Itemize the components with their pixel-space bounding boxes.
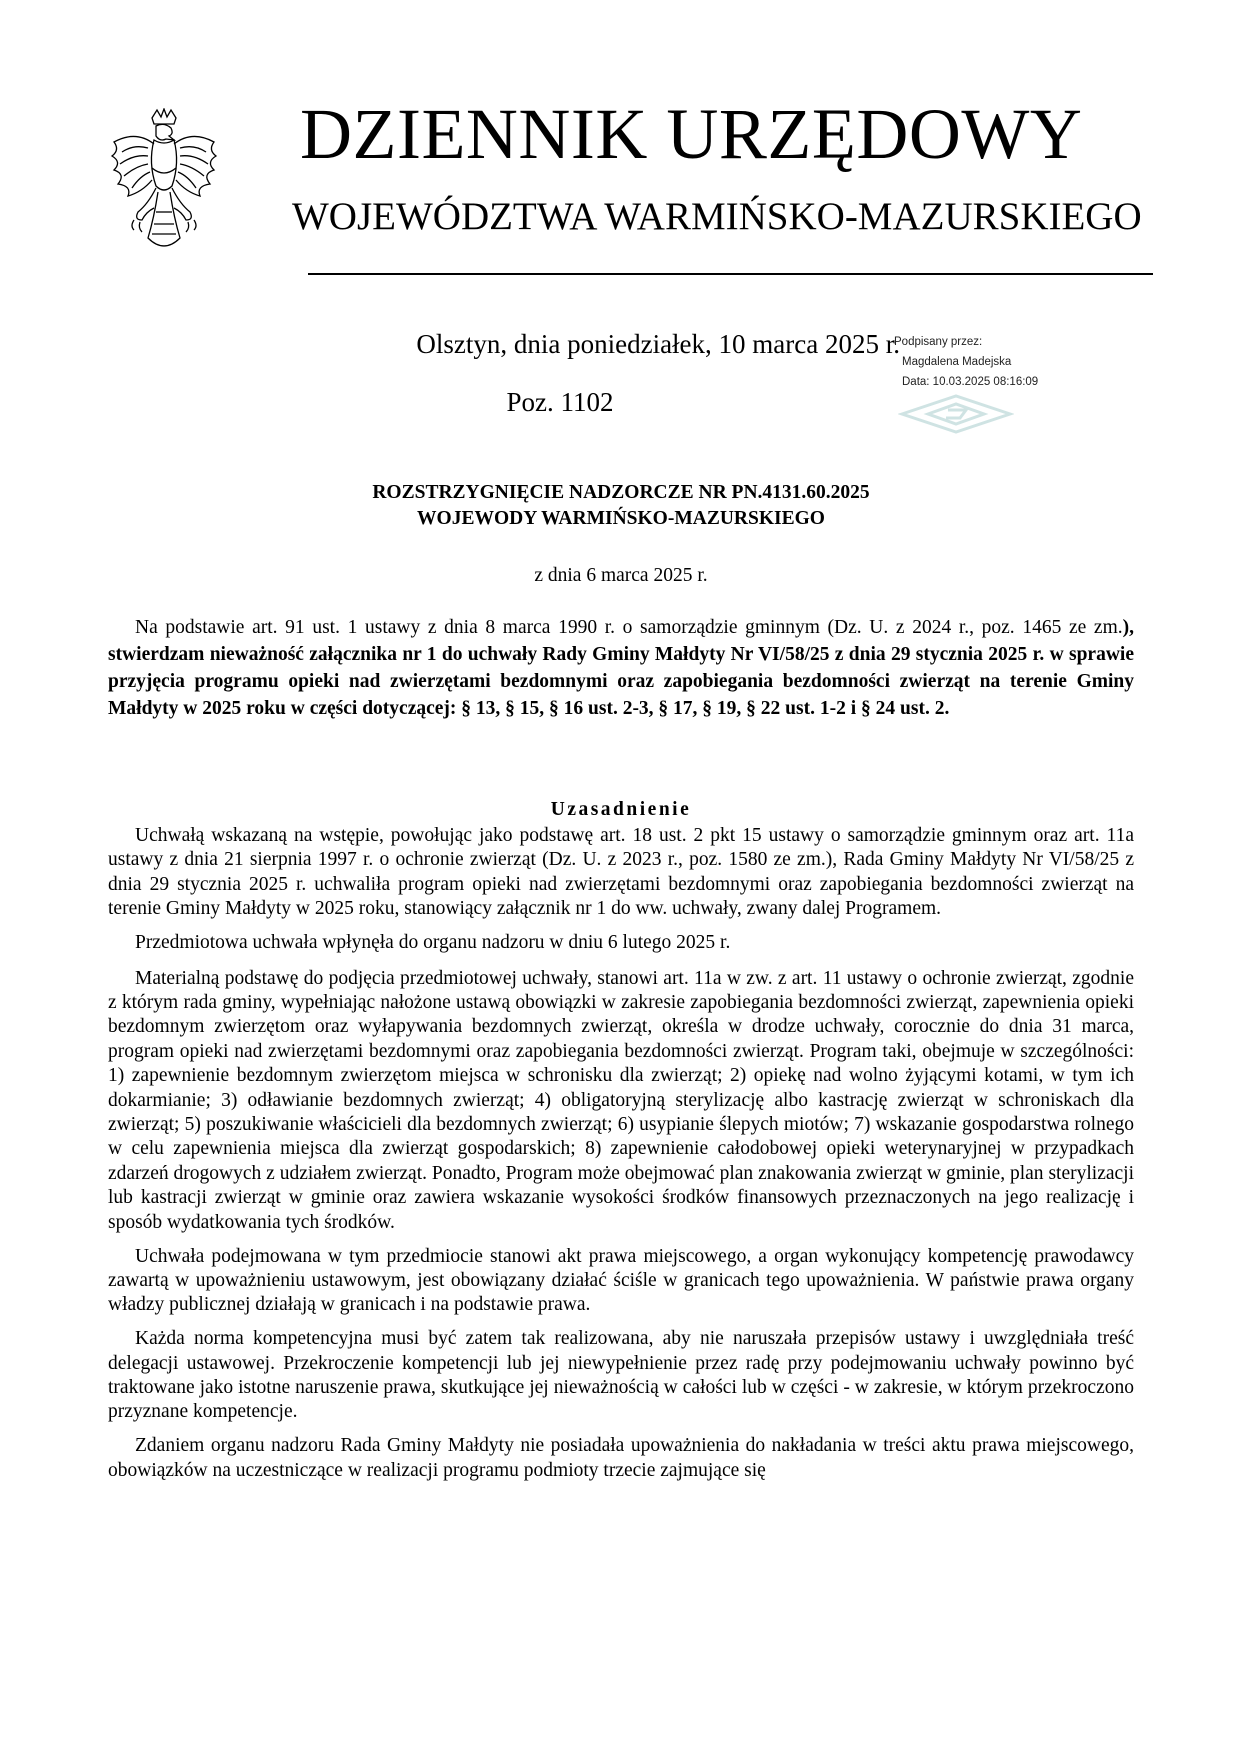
- decision-basis-text: Na podstawie art. 91 ust. 1 ustawy z dnia 8 marca 1990 r. o samorządzie gminnym (Dz. U. z 2024 r., poz. 1465 ze zm.: [135, 617, 1123, 638]
- justification-paragraph-6: Zdaniem organu nadzoru Rada Gminy Małdyty nie posiadała upoważnienia do nakładania w treści aktu prawa miejscowego, obowiązków na uczestniczące w realizacji programu podmioty trzecie zajmujące się: [108, 1435, 1134, 1481]
- signature-signer: Magdalena Madejska: [902, 356, 1012, 368]
- journal-subtitle: WOJEWÓDZTWA WARMIŃSKO-MAZURSKIEGO: [292, 195, 1142, 238]
- justification-paragraph-5: Każda norma kompetencyjna musi być zatem tak realizowana, aby nie naruszała przepisów ustawy i uwzględniała treść delegacji ustawowej. Przekroczenie kompetencji lub jej niewypełnienie przez radę przy podejmowaniu uchwały powinno być traktowane jako istotne naruszenie prawa, skutkujące jej nieważnością w całości lub w części - w zakresie, w którym przekroczono przyznane kompetencje.: [108, 1328, 1134, 1423]
- decision-paragraph: [108, 614, 1134, 722]
- signature-watermark-icon: [898, 392, 1014, 436]
- justification-paragraph-1: Uchwałą wskazaną na wstępie, powołując jako podstawę art. 18 ust. 2 pkt 15 ustawy o samorządzie gminnym oraz art. 11a ustawy z dnia 21 sierpnia 1997 r. o ochronie zwierząt (Dz. U. z 2023 r., poz. 1580 ze zm.), Rada Gminy Małdyty Nr VI/58/25 z dnia 29 stycznia 2025 r. uchwaliła program opieki nad zwierzętami bezdomnymi oraz zapobiegania bezdomności zwierząt na terenie Gminy Małdyty w 2025 roku, stanowiący załącznik nr 1 do ww. uchwały, zwany dalej Programem.: [108, 825, 1134, 920]
- justification-paragraph-3: Materialną podstawę do podjęcia przedmiotowej uchwały, stanowi art. 11a w zw. z art. 11 ustawy o ochronie zwierząt, zgodnie z którym rada gminy, wypełniając nałożone ustawą obowiązki w zakresie zapobiegania bezdomności zwierząt, zapewnienia opieki bezdomnym zwierzętom oraz wyłapywania bezdomnych zwierząt, określa w drodze uchwały, corocznie do dnia 31 marca, program opieki nad zwierzętami bezdomnymi oraz zapobiegania bezdomności zwierząt. Program taki, obejmuje w szczególności: 1) zapewnienie bezdomnym zwierzętom miejsca w schronisku dla zwierząt; 2) opiekę nad wolno żyjącymi kotami, w tym ich dokarmianie; 3) odławianie bezdomnych zwierząt; 4) obligatoryjną sterylizację albo kastrację zwierząt w schroniskach dla zwierząt; 5) poszukiwanie właścicieli dla bezdomnych zwierząt; 6) usypianie ślepych miotów; 7) wskazanie gospodarstwa rolnego w celu zapewnienia miejsca dla zwierząt gospodarskich; 8) zapewnienie całodobowej opieki weterynaryjnej w przypadkach zdarzeń drogowych z udziałem zwierząt. Ponadto, Program może obejmować plan znakowania zwierząt w gminie, plan sterylizacji lub kastracji zwierząt w gminie oraz zawiera wskazanie wysokości środków finansowych przeznaczonych na jego realizację i sposób wydatkowania tych środków.: [108, 967, 1134, 1233]
- journal-title: DZIENNIK URZĘDOWY: [300, 94, 1083, 174]
- publication-place-date: Olsztyn, dnia poniedziałek, 10 marca 2025 r.: [416, 329, 900, 359]
- signature-date: Data: 10.03.2025 08:16:09: [902, 376, 1039, 388]
- decision-operative-text: ), stwierdzam nieważność załącznika nr 1 do uchwały Rady Gminy Małdyty Nr VI/58/25 z dnia 29 stycznia 2025 r. w sprawie przyjęcia programu opieki nad zwierzętami bezdomnymi oraz zapobiegania bezdomności zwierząt na terenie Gminy Małdyty w 2025 roku w części dotyczącej: § 13, § 15, § 16 ust. 2-3, § 17, § 19, § 22 ust. 1-2 i § 24 ust. 2.: [108, 617, 1134, 719]
- act-title-line-2: WOJEWODY WARMIŃSKO-MAZURSKIEGO: [417, 508, 825, 529]
- justification-paragraph-4: Uchwała podejmowana w tym przedmiocie stanowi akt prawa miejscowego, a organ wykonujący kompetencję prawodawcy zawartą w upoważnieniu ustawowym, jest obowiązany działać ściśle w granicach tego upoważnienia. W państwie prawa organy władzy publicznej działają w granicach i na podstawie prawa.: [108, 1245, 1134, 1316]
- signature-label: Podpisany przez:: [894, 336, 983, 348]
- act-date: z dnia 6 marca 2025 r.: [534, 565, 708, 586]
- justification-heading: Uzasadnienie: [550, 799, 692, 820]
- justification-paragraph-2: Przedmiotowa uchwała wpłynęła do organu nadzoru w dniu 6 lutego 2025 r.: [135, 932, 731, 954]
- position-number: Poz. 1102: [506, 387, 614, 417]
- act-title: [110, 480, 1132, 532]
- polish-eagle-emblem: [108, 108, 220, 256]
- header-divider: [308, 273, 1153, 275]
- act-title-line-1: ROZSTRZYGNIĘCIE NADZORCZE NR PN.4131.60.2025: [372, 482, 870, 503]
- electronic-signature: [894, 332, 1134, 392]
- justification-body: [108, 824, 1134, 1493]
